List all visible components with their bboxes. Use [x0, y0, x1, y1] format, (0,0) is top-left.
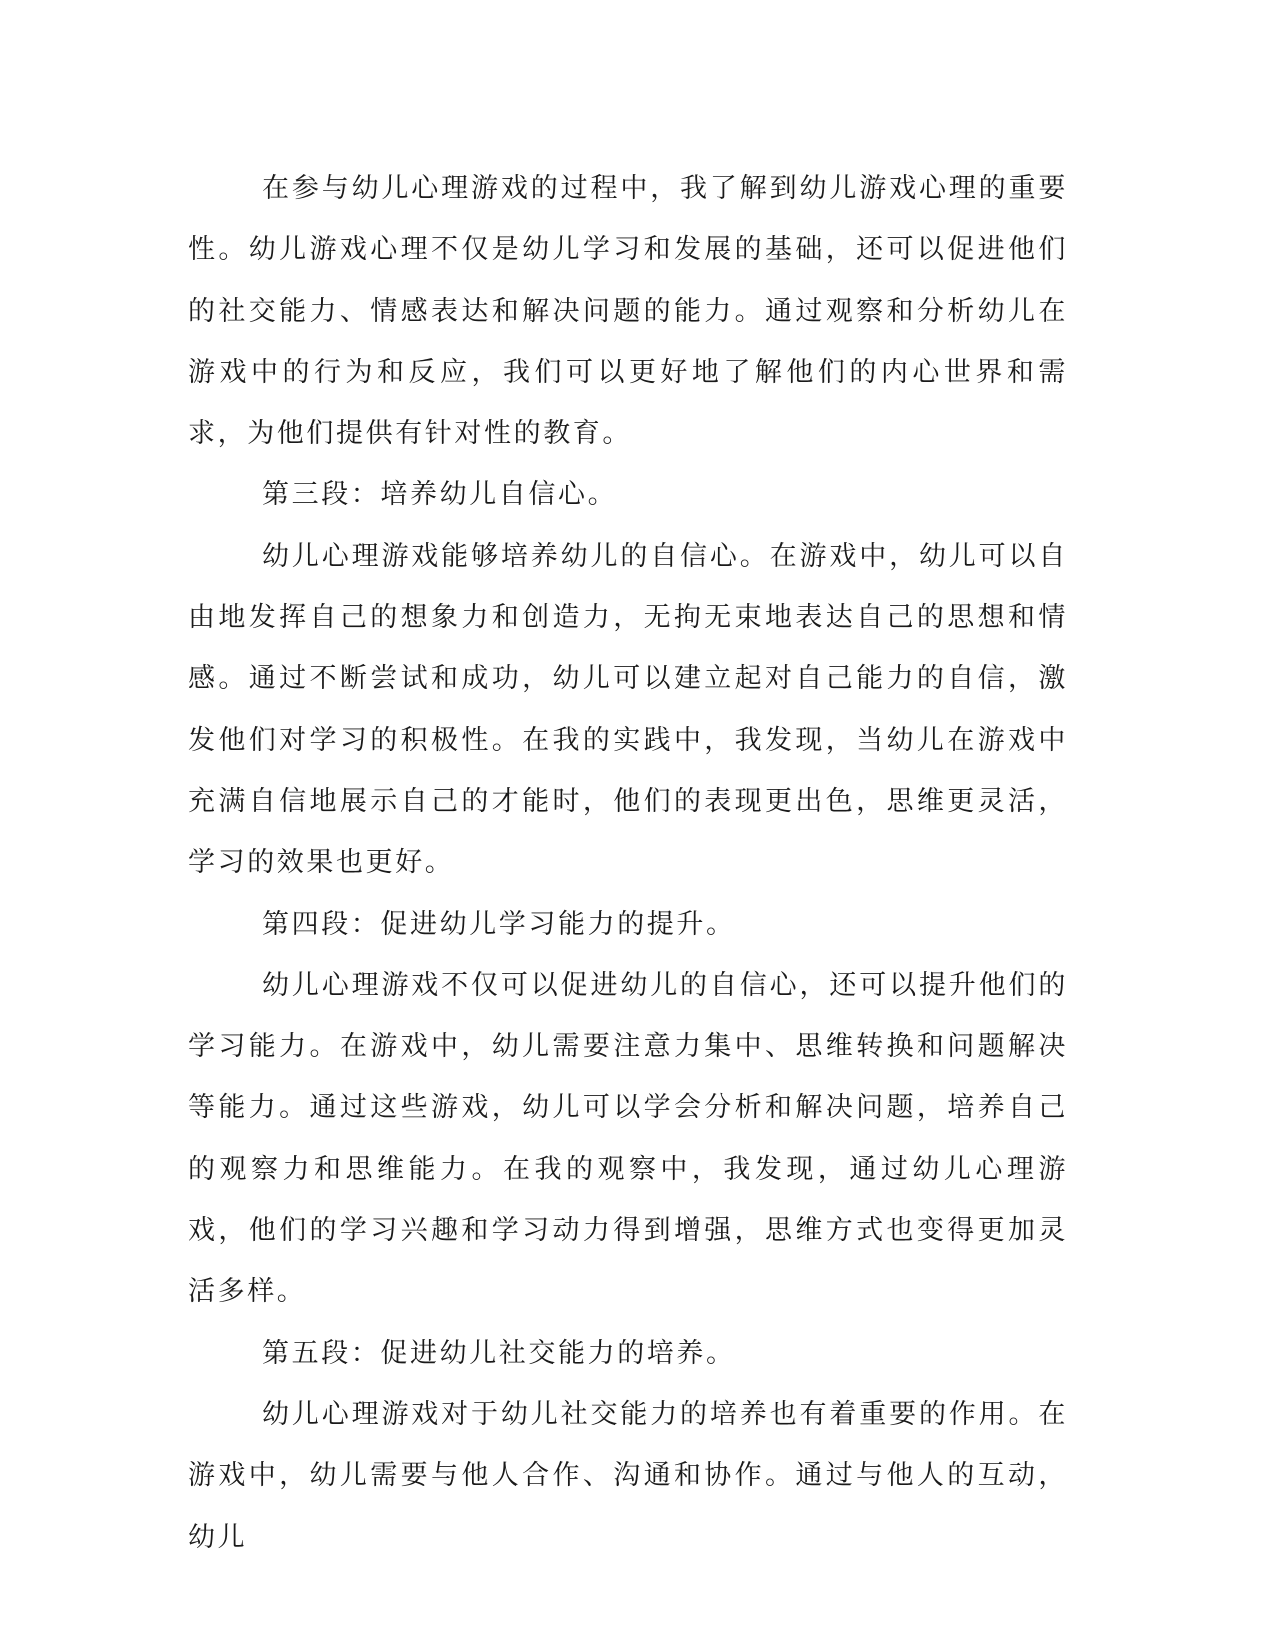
body-paragraph: 幼儿心理游戏不仅可以促进幼儿的自信心，还可以提升他们的学习能力。在游戏中，幼儿需要注意力集中、思维转换和问题解决等能力。通过这些游戏，幼儿可以学会分析和解决问题，培养自己的观察力和思维能力。在我的观察中，我发现，通过幼儿心理游戏，他们的学习兴趣和学习动力得到增强，思维方式也变得更加灵活多样。	[188, 969, 1068, 1308]
body-paragraph: 幼儿心理游戏对于幼儿社交能力的培养也有着重要的作用。在游戏中，幼儿需要与他人合作、沟通和协作。通过与他人的互动，幼儿	[188, 1398, 1068, 1553]
section-heading: 第五段：促进幼儿社交能力的培养。	[262, 1337, 736, 1369]
document-body	[188, 158, 1068, 1568]
section-heading: 第四段：促进幼儿学习能力的提升。	[262, 908, 736, 940]
section-heading: 第三段：培养幼儿自信心。	[262, 479, 618, 511]
body-paragraph: 在参与幼儿心理游戏的过程中，我了解到幼儿游戏心理的重要性。幼儿游戏心理不仅是幼儿学习和发展的基础，还可以促进他们的社交能力、情感表达和解决问题的能力。通过观察和分析幼儿在游戏中的行为和反应，我们可以更好地了解他们的内心世界和需求，为他们提供有针对性的教育。	[188, 173, 1068, 450]
body-paragraph: 幼儿心理游戏能够培养幼儿的自信心。在游戏中，幼儿可以自由地发挥自己的想象力和创造力，无拘无束地表达自己的思想和情感。通过不断尝试和成功，幼儿可以建立起对自己能力的自信，激发他们对学习的积极性。在我的实践中，我发现，当幼儿在游戏中充满自信地展示自己的才能时，他们的表现更出色，思维更灵活，学习的效果也更好。	[188, 540, 1068, 879]
